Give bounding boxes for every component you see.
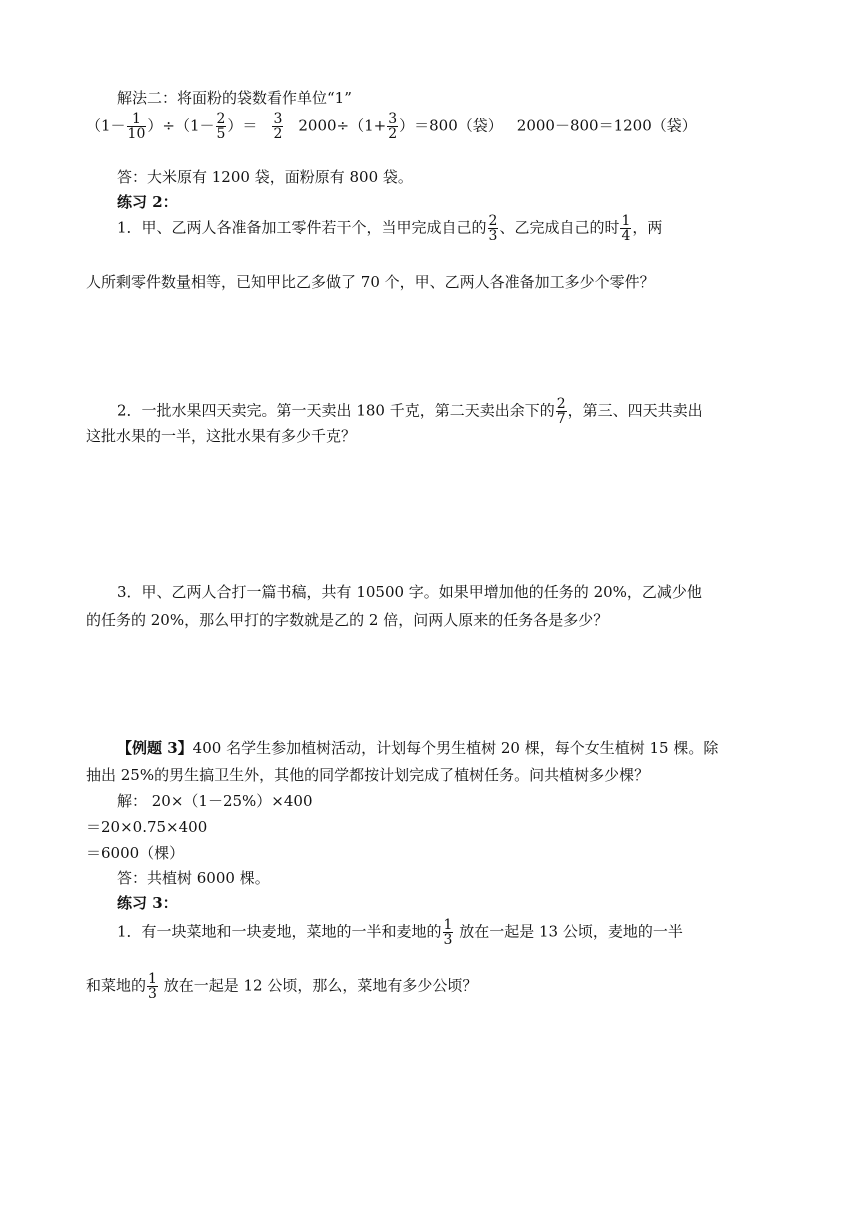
q-text: ，第三、四天共卖出 <box>567 401 703 420</box>
fraction: $\frac{1}{10}$ <box>127 111 146 142</box>
example-3-line1 <box>117 738 718 758</box>
q-text: 1．甲、乙两人各准备加工零件若干个，当甲完成自己的 <box>117 218 487 237</box>
solution-line-3: ＝6000（棵） <box>86 844 185 862</box>
fraction: $\frac{2}{5}$ <box>216 111 226 142</box>
example-3-label: 【例题 3】 <box>117 739 193 757</box>
q-text: 2．一批水果四天卖完。第一天卖出 180 千克，第二天卖出余下的 <box>117 401 555 420</box>
question-2-2-line2: 这批水果的一半，这批水果有多少千克？ <box>86 427 357 445</box>
fraction: $\frac{3}{2}$ <box>388 111 398 142</box>
practice-2-title: 练习 2： <box>117 193 178 211</box>
question-2-2 <box>117 397 703 426</box>
q-text: 放在一起是 13 公顷，麦地的一半 <box>454 922 683 941</box>
answer-1: 答：大米原有 1200 袋，面粉原有 800 袋。 <box>117 168 413 186</box>
question-3-1 <box>117 918 683 947</box>
q-text: ，两 <box>632 218 663 237</box>
q-text: 1．有一块菜地和一块麦地，菜地的一半和麦地的 <box>117 922 442 941</box>
question-2-3-line2: 的任务的 20%，那么甲打的字数就是乙的 2 倍，问两人原来的任务各是多少？ <box>86 611 609 629</box>
formula-part: 2000÷（1+ <box>298 116 387 135</box>
question-2-3-line1: 3．甲、乙两人合打一篇书稿，共有 10500 字。如果甲增加他的任务的 20%，乙减少他 <box>117 583 702 601</box>
formula-part: ）＝800（袋） <box>399 116 503 135</box>
formula-part: 2000－800＝1200（袋） <box>516 116 697 135</box>
question-2-1 <box>117 214 662 243</box>
practice-3-title: 练习 3： <box>117 894 178 912</box>
formula-part: ）÷（1－ <box>147 116 215 135</box>
question-3-1-line2 <box>86 972 477 1001</box>
solution-line-2: ＝20×0.75×400 <box>86 818 208 836</box>
fraction: $\frac{1}{3}$ <box>148 971 157 1002</box>
example-3-line2: 抽出 25%的男生搞卫生外，其他的同学都按计划完成了植树任务。问共植树多少棵？ <box>86 766 650 784</box>
formula-part: ）＝ <box>227 116 258 135</box>
solution-2-title: 解法二：将面粉的袋数看作单位“1” <box>117 89 352 107</box>
fraction: $\frac{2}{7}$ <box>556 396 566 427</box>
formula-part: （1－ <box>86 116 126 135</box>
fraction: $\frac{1}{4}$ <box>621 213 631 244</box>
answer-3: 答：共植树 6000 棵。 <box>117 869 270 887</box>
q-text: 放在一起是 12 公顷，那么，菜地有多少公顷？ <box>158 976 478 995</box>
fraction: $\frac{3}{2}$ <box>273 111 283 142</box>
question-2-1-line2: 人所剩零件数量相等，已知甲比乙多做了 70 个，甲、乙两人各准备加工多少个零件？ <box>86 273 655 291</box>
fraction: $\frac{2}{3}$ <box>488 213 498 244</box>
solution-line-1: 解： 20×（1－25%）×400 <box>117 792 313 810</box>
q-text: 、乙完成自己的时 <box>499 218 620 237</box>
example-3-text: 400 名学生参加植树活动，计划每个男生植树 20 棵，每个女生植树 15 棵。除 <box>192 739 719 757</box>
fraction: $\frac{1}{3}$ <box>443 917 453 948</box>
formula-line <box>86 112 697 141</box>
q-text: 和菜地的 <box>86 976 147 995</box>
